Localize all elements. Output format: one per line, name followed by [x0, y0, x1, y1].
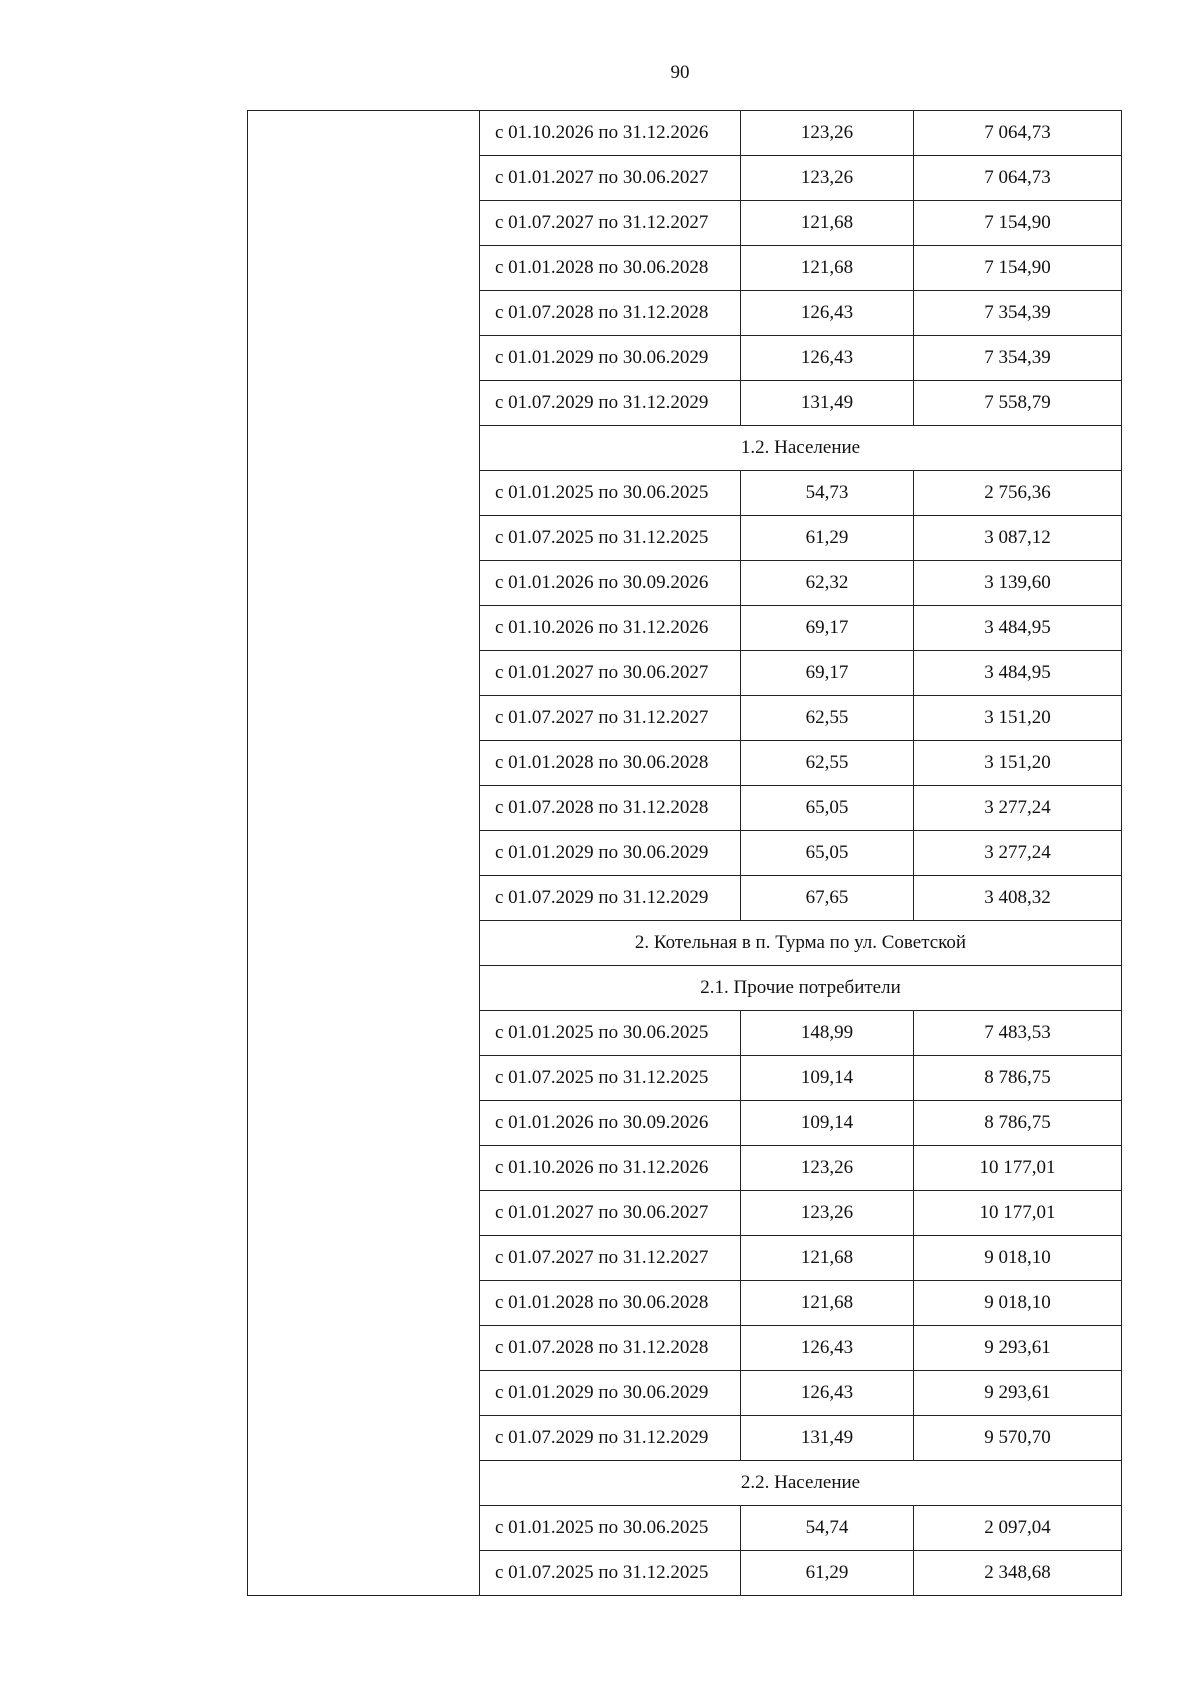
- period-cell: с 01.07.2028 по 31.12.2028: [480, 291, 741, 336]
- period-cell: с 01.01.2028 по 30.06.2028: [480, 246, 741, 291]
- value-cell-2: 7 064,73: [914, 156, 1122, 201]
- value-cell-2: 10 177,01: [914, 1146, 1122, 1191]
- value-cell-1: 54,74: [741, 1506, 914, 1551]
- value-cell-2: 3 139,60: [914, 561, 1122, 606]
- value-cell-1: 148,99: [741, 1011, 914, 1056]
- value-cell-1: 126,43: [741, 336, 914, 381]
- value-cell-1: 123,26: [741, 156, 914, 201]
- value-cell-1: 121,68: [741, 1236, 914, 1281]
- value-cell-1: 65,05: [741, 786, 914, 831]
- value-cell-2: 2 097,04: [914, 1506, 1122, 1551]
- value-cell-1: 123,26: [741, 1146, 914, 1191]
- value-cell-1: 123,26: [741, 1191, 914, 1236]
- period-cell: с 01.01.2025 по 30.06.2025: [480, 1011, 741, 1056]
- period-cell: с 01.07.2027 по 31.12.2027: [480, 201, 741, 246]
- value-cell-2: 10 177,01: [914, 1191, 1122, 1236]
- value-cell-2: 7 154,90: [914, 201, 1122, 246]
- value-cell-2: 9 018,10: [914, 1281, 1122, 1326]
- period-cell: с 01.07.2025 по 31.12.2025: [480, 516, 741, 561]
- value-cell-1: 109,14: [741, 1056, 914, 1101]
- value-cell-1: 62,55: [741, 696, 914, 741]
- period-cell: с 01.01.2026 по 30.09.2026: [480, 561, 741, 606]
- value-cell-2: 2 756,36: [914, 471, 1122, 516]
- tariff-table: [247, 110, 1122, 1596]
- period-cell: с 01.01.2029 по 30.06.2029: [480, 336, 741, 381]
- period-cell: с 01.01.2029 по 30.06.2029: [480, 1371, 741, 1416]
- value-cell-1: 126,43: [741, 1371, 914, 1416]
- value-cell-2: 3 484,95: [914, 651, 1122, 696]
- period-cell: с 01.01.2027 по 30.06.2027: [480, 651, 741, 696]
- period-cell: с 01.07.2029 по 31.12.2029: [480, 876, 741, 921]
- value-cell-2: 8 786,75: [914, 1056, 1122, 1101]
- value-cell-1: 65,05: [741, 831, 914, 876]
- value-cell-2: 3 151,20: [914, 741, 1122, 786]
- period-cell: с 01.01.2027 по 30.06.2027: [480, 1191, 741, 1236]
- value-cell-2: 9 293,61: [914, 1371, 1122, 1416]
- period-cell: с 01.01.2027 по 30.06.2027: [480, 156, 741, 201]
- value-cell-1: 109,14: [741, 1101, 914, 1146]
- value-cell-2: 9 018,10: [914, 1236, 1122, 1281]
- period-cell: с 01.07.2028 по 31.12.2028: [480, 1326, 741, 1371]
- value-cell-1: 131,49: [741, 381, 914, 426]
- value-cell-2: 2 348,68: [914, 1551, 1122, 1596]
- value-cell-2: 7 483,53: [914, 1011, 1122, 1056]
- value-cell-2: 3 484,95: [914, 606, 1122, 651]
- value-cell-1: 121,68: [741, 246, 914, 291]
- period-cell: с 01.01.2025 по 30.06.2025: [480, 1506, 741, 1551]
- period-cell: с 01.07.2025 по 31.12.2025: [480, 1056, 741, 1101]
- value-cell-2: 7 154,90: [914, 246, 1122, 291]
- value-cell-2: 7 354,39: [914, 336, 1122, 381]
- section-heading-cell: 1.2. Население: [480, 426, 1122, 471]
- value-cell-2: 9 293,61: [914, 1326, 1122, 1371]
- period-cell: с 01.07.2027 по 31.12.2027: [480, 696, 741, 741]
- merged-first-column-cell: [248, 111, 480, 1596]
- period-cell: с 01.01.2028 по 30.06.2028: [480, 1281, 741, 1326]
- value-cell-2: 7 354,39: [914, 291, 1122, 336]
- value-cell-2: 3 277,24: [914, 831, 1122, 876]
- value-cell-2: 3 151,20: [914, 696, 1122, 741]
- section-heading-cell: 2.1. Прочие потребители: [480, 966, 1122, 1011]
- value-cell-2: 3 408,32: [914, 876, 1122, 921]
- value-cell-2: 7 558,79: [914, 381, 1122, 426]
- period-cell: с 01.07.2028 по 31.12.2028: [480, 786, 741, 831]
- value-cell-1: 69,17: [741, 651, 914, 696]
- value-cell-1: 61,29: [741, 1551, 914, 1596]
- value-cell-2: 3 087,12: [914, 516, 1122, 561]
- period-cell: с 01.01.2028 по 30.06.2028: [480, 741, 741, 786]
- period-cell: с 01.01.2029 по 30.06.2029: [480, 831, 741, 876]
- value-cell-2: 3 277,24: [914, 786, 1122, 831]
- value-cell-1: 123,26: [741, 111, 914, 156]
- value-cell-1: 62,32: [741, 561, 914, 606]
- period-cell: с 01.07.2025 по 31.12.2025: [480, 1551, 741, 1596]
- value-cell-1: 126,43: [741, 291, 914, 336]
- section-heading-cell: 2.2. Население: [480, 1461, 1122, 1506]
- value-cell-1: 69,17: [741, 606, 914, 651]
- table-row: [248, 111, 1122, 156]
- period-cell: с 01.10.2026 по 31.12.2026: [480, 606, 741, 651]
- value-cell-1: 121,68: [741, 201, 914, 246]
- period-cell: с 01.07.2027 по 31.12.2027: [480, 1236, 741, 1281]
- period-cell: с 01.07.2029 по 31.12.2029: [480, 381, 741, 426]
- period-cell: с 01.01.2026 по 30.09.2026: [480, 1101, 741, 1146]
- value-cell-1: 121,68: [741, 1281, 914, 1326]
- value-cell-1: 54,73: [741, 471, 914, 516]
- period-cell: с 01.07.2029 по 31.12.2029: [480, 1416, 741, 1461]
- value-cell-1: 61,29: [741, 516, 914, 561]
- section-heading-cell: 2. Котельная в п. Турма по ул. Советской: [480, 921, 1122, 966]
- page-number: 90: [670, 62, 690, 83]
- period-cell: с 01.01.2025 по 30.06.2025: [480, 471, 741, 516]
- tariff-table-body: [248, 111, 1122, 1596]
- value-cell-2: 8 786,75: [914, 1101, 1122, 1146]
- value-cell-1: 126,43: [741, 1326, 914, 1371]
- value-cell-2: 9 570,70: [914, 1416, 1122, 1461]
- value-cell-1: 62,55: [741, 741, 914, 786]
- value-cell-1: 67,65: [741, 876, 914, 921]
- period-cell: с 01.10.2026 по 31.12.2026: [480, 111, 741, 156]
- value-cell-2: 7 064,73: [914, 111, 1122, 156]
- value-cell-1: 131,49: [741, 1416, 914, 1461]
- period-cell: с 01.10.2026 по 31.12.2026: [480, 1146, 741, 1191]
